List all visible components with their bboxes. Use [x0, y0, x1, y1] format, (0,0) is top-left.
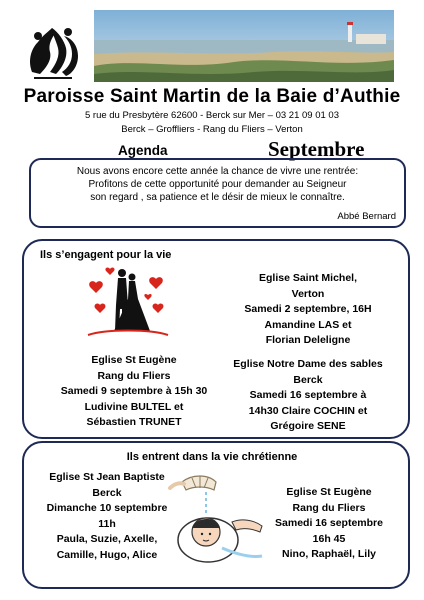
event-line: Samedi 9 septembre à 15h 30	[60, 385, 208, 397]
parish-title: Paroisse Saint Martin de la Baie d’Authie	[23, 86, 401, 107]
event-line: Eglise St Eugène	[91, 354, 177, 366]
event-line: Eglise St Eugène	[286, 486, 372, 498]
event-line: Camille, Hugo, Alice	[56, 548, 158, 561]
event-line: Paula, Suzie, Axelle,	[56, 533, 158, 545]
event-line: Rang du Fliers	[97, 369, 171, 382]
event-line: Amandine LAS et	[264, 318, 352, 331]
event-line: Rang du Fliers	[292, 501, 366, 514]
baptism-shell-icon	[182, 476, 216, 490]
event-line: Eglise Saint Michel,	[258, 272, 358, 284]
event-line: Samedi 2 septembre, 16H	[244, 303, 372, 315]
event-line: Nino, Raphaël, Lily	[282, 548, 376, 560]
parish-logo	[22, 22, 84, 80]
baptisms-title: Ils entrent dans la vie chrétienne	[126, 451, 298, 463]
parish-address: 5 rue du Presbytère 62600 - Berck sur Mer – 03 21 09 01 03	[84, 110, 339, 121]
month-heading: Septembre	[268, 137, 365, 161]
event-line: Florian Deleligne	[265, 334, 351, 346]
event-line: Eglise St Jean Baptiste	[49, 471, 165, 483]
intro-signature: Abbé Bernard	[337, 211, 396, 222]
wedding-event-st-michel	[214, 271, 402, 349]
weddings-title: Ils s’engagent pour la vie	[40, 249, 172, 261]
intro-line-1: Nous avons encore cette année la chance de vivre une rentrée:	[76, 166, 359, 177]
event-line: Eglise Notre Dame des sables	[233, 358, 383, 370]
event-line: Berck	[293, 373, 323, 386]
intro-line-3: son regard , sa patience et le désir de mieux le connaître.	[90, 192, 345, 203]
event-line: Ludivine BULTEL et	[84, 400, 184, 413]
intro-box	[29, 158, 406, 228]
event-line: 14h30 Claire COCHIN et	[248, 404, 368, 417]
bay-photo	[94, 10, 394, 82]
event-line: 16h 45	[312, 532, 346, 545]
event-line: Samedi 16 septembre	[275, 517, 383, 529]
event-line: Berck	[92, 486, 122, 499]
intro-line-2: Profitons de cette opportunité pour demander au Seigneur	[88, 179, 347, 190]
event-line: Verton	[291, 287, 325, 300]
agenda-label: Agenda	[118, 143, 168, 158]
wedding-event-notre-dame	[214, 357, 402, 435]
event-line: Dimanche 10 septembre	[46, 502, 168, 514]
event-line: Samedi 16 septembre à	[249, 389, 367, 401]
wedding-couple-illustration	[86, 265, 170, 339]
baptism-event-st-eugene	[254, 485, 404, 563]
event-line: Grégoire SENE	[270, 420, 346, 432]
event-line: 11h	[98, 517, 116, 530]
wedding-event-st-eugene	[54, 353, 214, 431]
parish-towns: Berck – Groffliers - Rang du Fliers – Verton	[121, 124, 303, 135]
event-line: Sébastien TRUNET	[86, 416, 182, 428]
